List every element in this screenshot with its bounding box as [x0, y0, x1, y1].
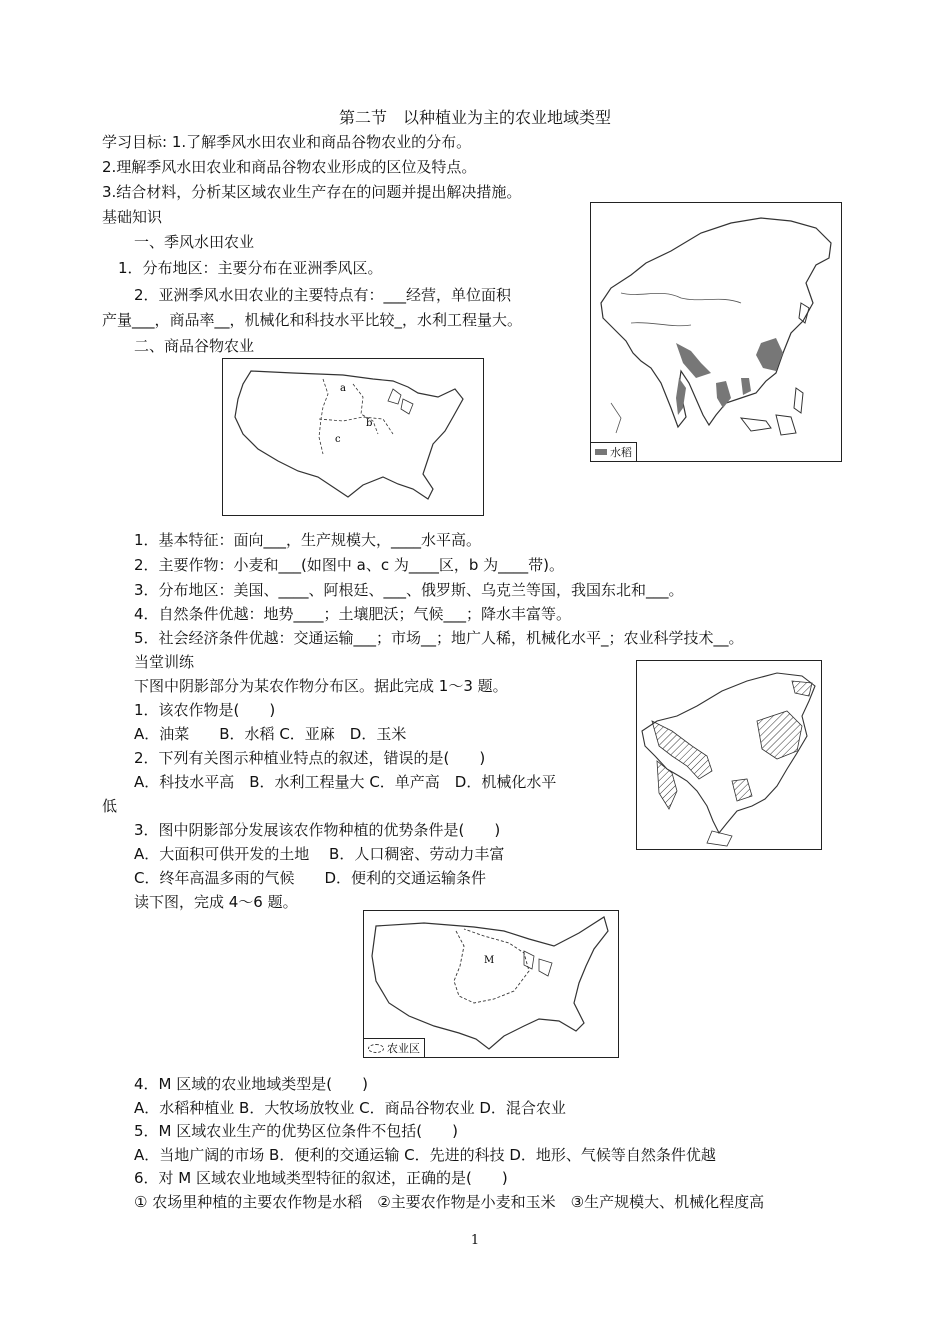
practice-line-3: 2．下列有关图示种植业特点的叙述，错误的是( ) — [134, 749, 486, 767]
page-number: 1 — [470, 1233, 480, 1248]
section2-item-5: 5．社会经济条件优越：交通运输___；市场__；地广人稀，机械化水平_；农业科学技术__。 — [134, 629, 744, 647]
objective-2: 2.理解季风水田农业和商品谷物农业形成的区位及特点。 — [102, 158, 477, 176]
section2-item-4: 4．自然条件优越：地势____；土壤肥沃；气候___；降水丰富等。 — [134, 605, 572, 623]
practice-intro-2: 读下图，完成 4～6 题。 — [134, 893, 298, 911]
practice-line-1: 1．该农作物是( ) — [134, 701, 276, 719]
basics-heading: 基础知识 — [102, 208, 163, 226]
practice-line-8: C．终年高温多雨的气候 D．便利的交通运输条件 — [134, 869, 487, 887]
practice2-line-5: 6．对 M 区域农业地域类型特征的叙述，正确的是( ) — [134, 1169, 508, 1187]
page-title: 第二节 以种植业为主的农业地域类型 — [338, 108, 611, 127]
section1-heading: 一、季风水田农业 — [134, 233, 255, 251]
section2-item-3: 3．分布地区：美国、____、阿根廷、___、俄罗斯、乌克兰等国，我国东北和___。 — [134, 581, 684, 599]
region-dash-swatch — [368, 1044, 384, 1053]
usa-grain-map — [222, 358, 484, 516]
asia-legend-label: 水稻 — [610, 446, 632, 459]
practice-line-2: A．油菜 B．水稻 C．亚麻 D．玉米 — [134, 725, 407, 743]
section2-item-1: 1．基本特征：面向___，生产规模大，____水平高。 — [134, 531, 482, 549]
practice-intro: 下图中阴影部分为某农作物分布区。据此完成 1～3 题。 — [134, 677, 508, 695]
usa-m-drawing — [364, 911, 618, 1057]
section1-p1: 1．分布地区：主要分布在亚洲季风区。 — [118, 259, 383, 277]
usa2-label-m: M — [484, 955, 495, 966]
practice-line-5: 低 — [102, 797, 118, 815]
usa2-legend-label: 农业区 — [387, 1042, 420, 1055]
practice2-line-3: 5．M 区域农业生产的优势区位条件不包括( ) — [134, 1122, 458, 1140]
usa-label-a: a — [340, 383, 346, 394]
section2-heading: 二、商品谷物农业 — [134, 337, 255, 355]
asia-map-drawing — [591, 203, 841, 461]
practice-line-4: A．科技水平高 B．水利工程量大 C．单产高 D．机械化水平 — [134, 773, 557, 791]
practice2-line-6: ① 农场里种植的主要农作物是水稻 ②主要农作物是小麦和玉米 ③生产规模大、机械化程度高 — [134, 1193, 765, 1211]
practice-line-7: A．大面积可供开发的土地 B．人口稠密、劳动力丰富 — [134, 845, 505, 863]
asia-map-legend — [591, 442, 637, 461]
practice2-line-1: 4．M 区域的农业地域类型是( ) — [134, 1075, 368, 1093]
practice2-line-4: A．当地广阔的市场 B．便利的交通运输 C．先进的科技 D．地形、气候等自然条件优越 — [134, 1146, 716, 1164]
usa-label-c: c — [335, 434, 341, 445]
usa-map-drawing — [223, 359, 483, 515]
asia-crop-map — [636, 660, 822, 850]
practice-heading: 当堂训练 — [134, 653, 195, 671]
asia-rice-map — [590, 202, 842, 462]
section1-p2b: 产量___，商品率__，机械化和科技水平比较_，水利工程量大。 — [102, 311, 523, 329]
rice-swatch — [595, 449, 607, 455]
usa-label-b: b — [366, 418, 373, 429]
usa-m-map — [363, 910, 619, 1058]
objective-1: 学习目标: 1.了解季风水田农业和商品谷物农业的分布。 — [102, 133, 472, 151]
practice-line-6: 3．图中阴影部分发展该农作物种植的优势条件是( ) — [134, 821, 501, 839]
usa2-map-legend — [364, 1038, 425, 1057]
objective-3: 3.结合材料，分析某区域农业生产存在的问题并提出解决措施。 — [102, 183, 522, 201]
section1-p2a: 2．亚洲季风水田农业的主要特点有：___经营，单位面积 — [134, 286, 512, 304]
asia-crop-drawing — [637, 661, 821, 849]
section2-item-2: 2．主要作物：小麦和___(如图中 a、c 为____区，b 为____带)。 — [134, 556, 565, 574]
practice2-line-2: A．水稻种植业 B．大牧场放牧业 C．商品谷物农业 D．混合农业 — [134, 1099, 566, 1117]
